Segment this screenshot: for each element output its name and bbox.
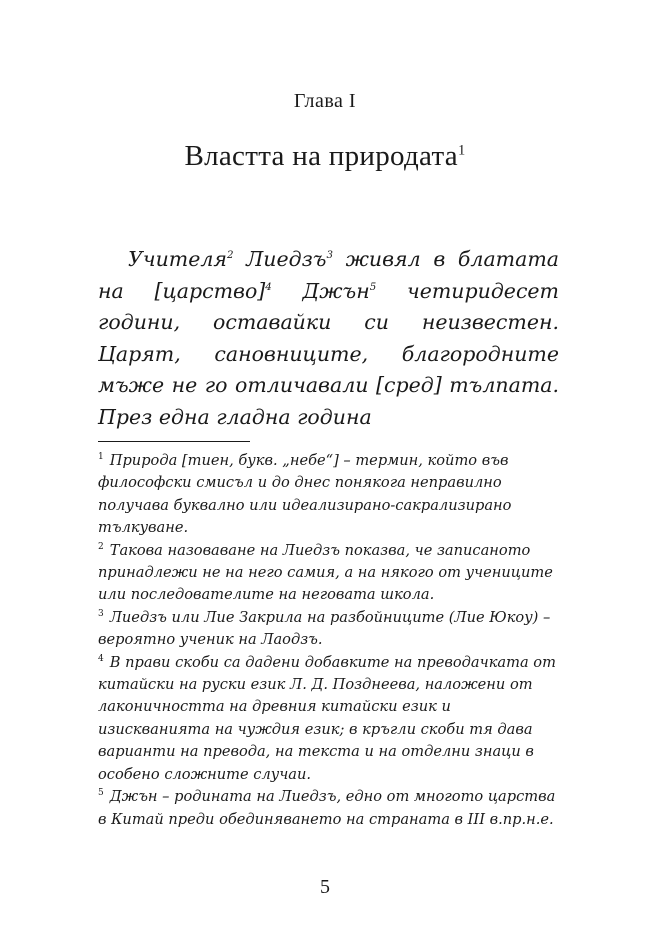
footnote-3: [98, 607, 564, 652]
footnote-text: Природа [: [109, 452, 188, 469]
footnote-number: 2: [98, 541, 104, 552]
body-paragraph: [98, 244, 559, 433]
body-segment: Джън: [271, 278, 370, 303]
footnote-4: [98, 652, 564, 786]
footnotes: [98, 450, 564, 831]
footnote-ref-5: 5: [369, 280, 377, 293]
body-segment: живял в блатата на [царство]: [98, 247, 560, 303]
footnote-number: 3: [98, 608, 104, 619]
chapter-label-text: Глава I: [293, 90, 357, 112]
footnote-text: Такова назоваване на Лиедзъ показва, че записаното принадлежи не на него самия, а на някого от учениците или последователите на неговата школа.: [98, 541, 553, 604]
footnote-number: 5: [98, 788, 104, 799]
footnote-term: тиен,: [187, 452, 234, 469]
footnote-ref-1: 1: [457, 142, 466, 159]
footnote-5: [98, 786, 564, 831]
footnote-text: букв. „небе“] – термин, който във философски смисъл и до днес понякога неправилно получава буквално или идеализирано-сакрализирано тълкуване.: [98, 452, 512, 537]
footnote-ref-3: 3: [326, 249, 333, 262]
body-segment: четиридесет години, оставайки си неизвестен. Царят, сановниците, благородните мъже не го отличавали [сред] тълпата. През една гладна година: [98, 278, 559, 429]
body-segment: Лиедзъ: [233, 247, 327, 271]
footnote-ref-2: 2: [226, 249, 234, 262]
body-segment: Учителя: [128, 247, 227, 271]
footnote-number: 4: [98, 653, 104, 664]
footnote-separator: [98, 441, 250, 442]
footnote-1: [98, 450, 564, 540]
footnote-text: Лиедзъ или Лие Закрила на разбойниците (Лие Юкоу) – вероятно ученик на Лаодзъ.: [98, 608, 551, 649]
footnote-number: 1: [98, 452, 104, 463]
footnote-2: [98, 540, 564, 607]
footnote-text: В прави скоби са дадени добавките на преводачката от китайски на руски език Л. Д. Позднеева, наложени от лаконичността на древния китайски език и изискванията на чуждия език; в кръгли скоби тя дава варианти на превода, на текста и на отделни знаци в особено сложните случаи.: [98, 653, 556, 783]
footnote-ref-4: 4: [265, 280, 272, 293]
chapter-title-text: Властта на природата: [184, 140, 458, 172]
footnote-text: Джън – родината на Лиедзъ, едно от многото царства в Китай преди обединяването на страната в III в.пр.н.е.: [98, 788, 556, 828]
chapter-title: [0, 140, 650, 173]
chapter-label: [0, 90, 650, 113]
page-number: 5: [320, 876, 330, 898]
